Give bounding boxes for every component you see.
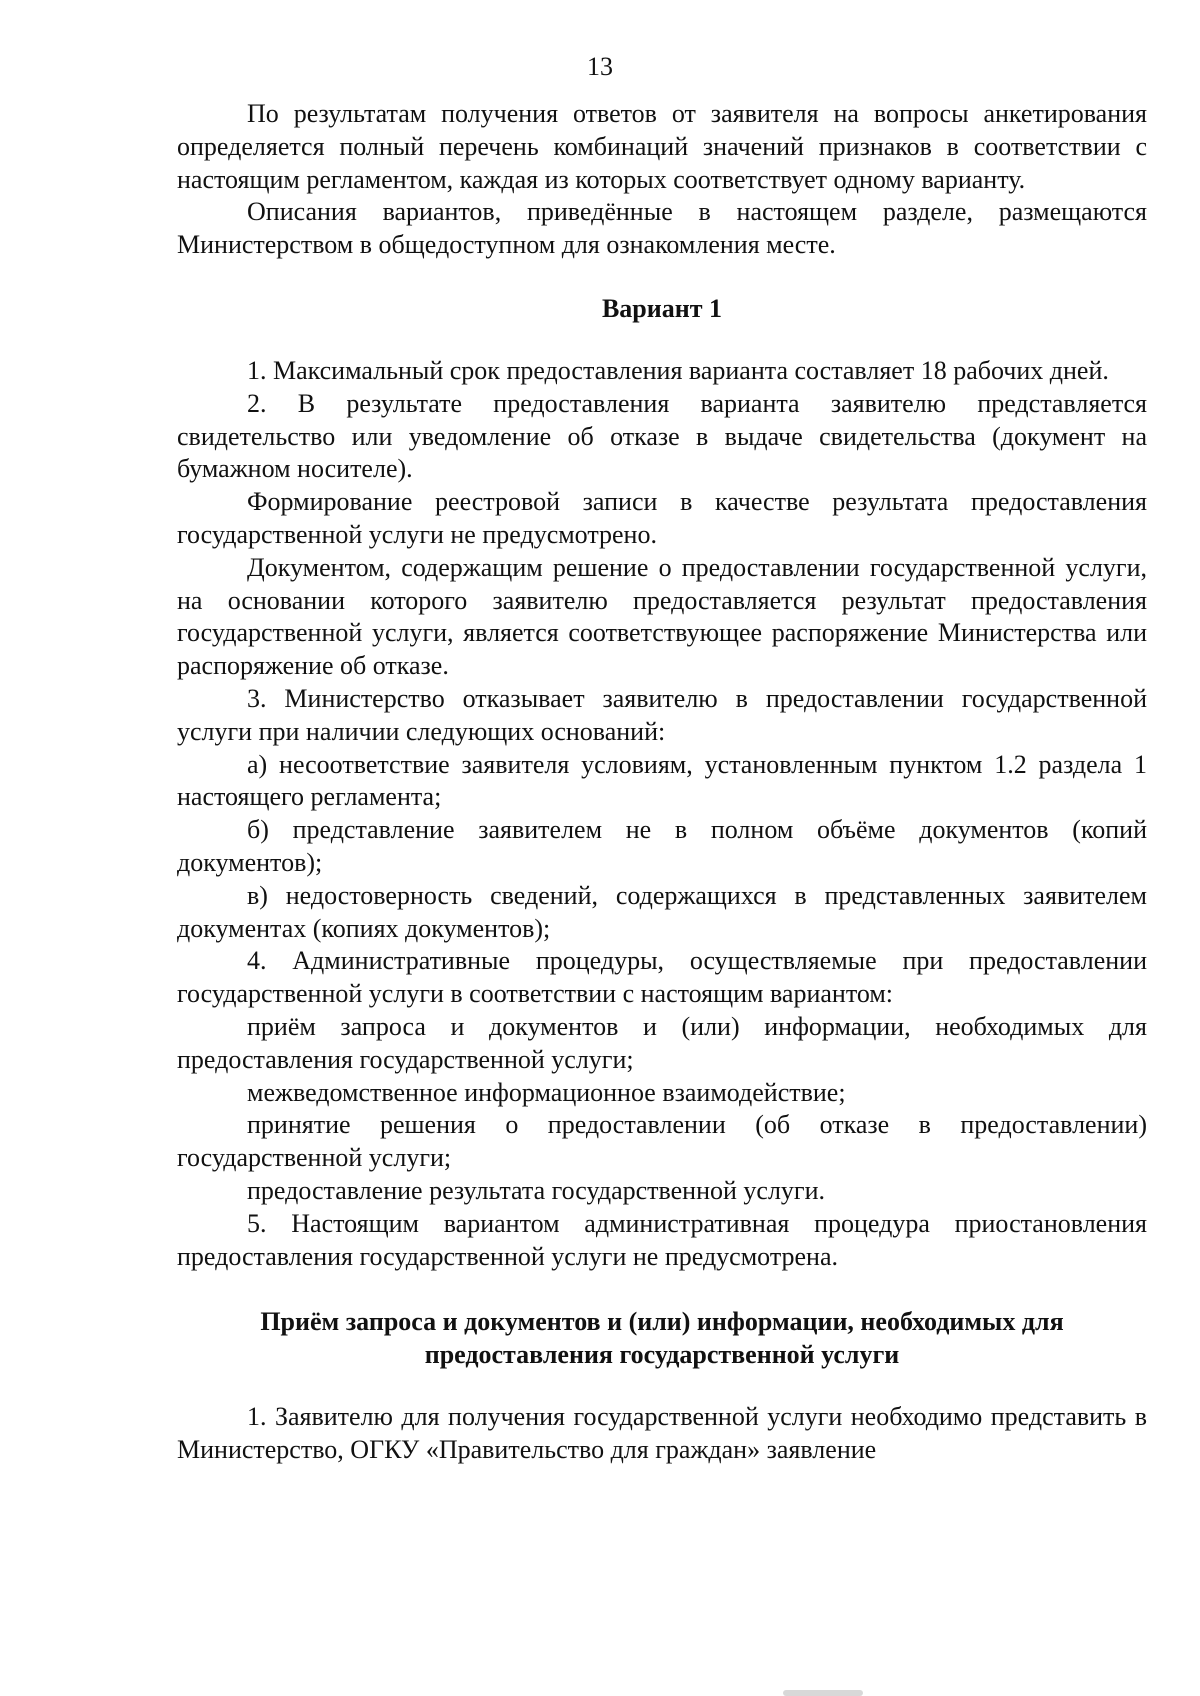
variant-paragraph-6: а) несоответствие заявителя условиям, установленным пунктом 1.2 раздела 1 настоящего регламента; [177, 749, 1147, 812]
intro-paragraph-2: Описания вариантов, приведённые в настоящем разделе, размещаются Министерством в общедоступном для ознакомления месте. [177, 197, 1147, 260]
variant-paragraph-13: предоставление результата государственной услуги. [247, 1175, 826, 1205]
variant-paragraph-5: 3. Министерство отказывает заявителю в предоставлении государственной услуги при наличии следующих оснований: [177, 683, 1147, 746]
variant-heading: Вариант 1 [601, 293, 723, 323]
section-heading [177, 1305, 1147, 1371]
variant-paragraph-3: Формирование реестровой записи в качестве результата предоставления государственной услуги не предусмотрено. [177, 487, 1147, 549]
variant-paragraph-8: в) недостоверность сведений, содержащихся в представленных заявителем документах (копиях документов); [177, 880, 1147, 943]
variant-paragraph-7: б) представление заявителем не в полном объёме документов (копий документов); [177, 815, 1147, 877]
variant-paragraph-4: Документом, содержащим решение о предоставлении государственной услуги, на основании которого заявителю предоставляется результат предоставления государственной услуги, является соответствующее распоряжение Министерства или распоряжение об отказе. [177, 552, 1147, 681]
variant-paragraph-12: принятие решения о предоставлении (об отказе в предоставлении) государственной услуги; [177, 1110, 1147, 1173]
section-heading-line-2: предоставления государственной услуги [424, 1340, 900, 1370]
section-heading-line-1: Приём запроса и документов и (или) информации, необходимых для [260, 1307, 1064, 1337]
variant-paragraph-9: 4. Административные процедуры, осуществляемые при предоставлении государственной услуги в соответствии с настоящим вариантом: [177, 946, 1147, 1009]
intro-paragraph-1: По результатам получения ответов от заявителя на вопросы анкетирования определяется полный перечень комбинаций значений признаков в соответствии с настоящим регламентом, каждая из которых соответствует одному варианту. [177, 99, 1147, 194]
section-paragraph-1: 1. Заявителю для получения государственной услуги необходимо представить в Министерство, ОГКУ «Правительство для граждан» заявление [177, 1402, 1147, 1465]
variant-paragraph-10: приём запроса и документов и (или) информации, необходимых для предоставления государственной услуги; [177, 1011, 1147, 1074]
page-number: 13 [587, 52, 613, 81]
variant-paragraph-11: межведомственное информационное взаимодействие; [247, 1077, 846, 1107]
variant-paragraph-14: 5. Настоящим вариантом административная процедура приостановления предоставления государственной услуги не предусмотрена. [177, 1208, 1147, 1271]
scan-artifact [783, 1690, 863, 1696]
variant-paragraph-1: 1. Максимальный срок предоставления варианта составляет 18 рабочих дней. [247, 355, 1109, 385]
variant-paragraph-2: 2. В результате предоставления варианта заявителю представляется свидетельство или уведомление об отказе в выдаче свидетельства (документ на бумажном носителе). [177, 388, 1147, 484]
document-body [177, 98, 1147, 1467]
